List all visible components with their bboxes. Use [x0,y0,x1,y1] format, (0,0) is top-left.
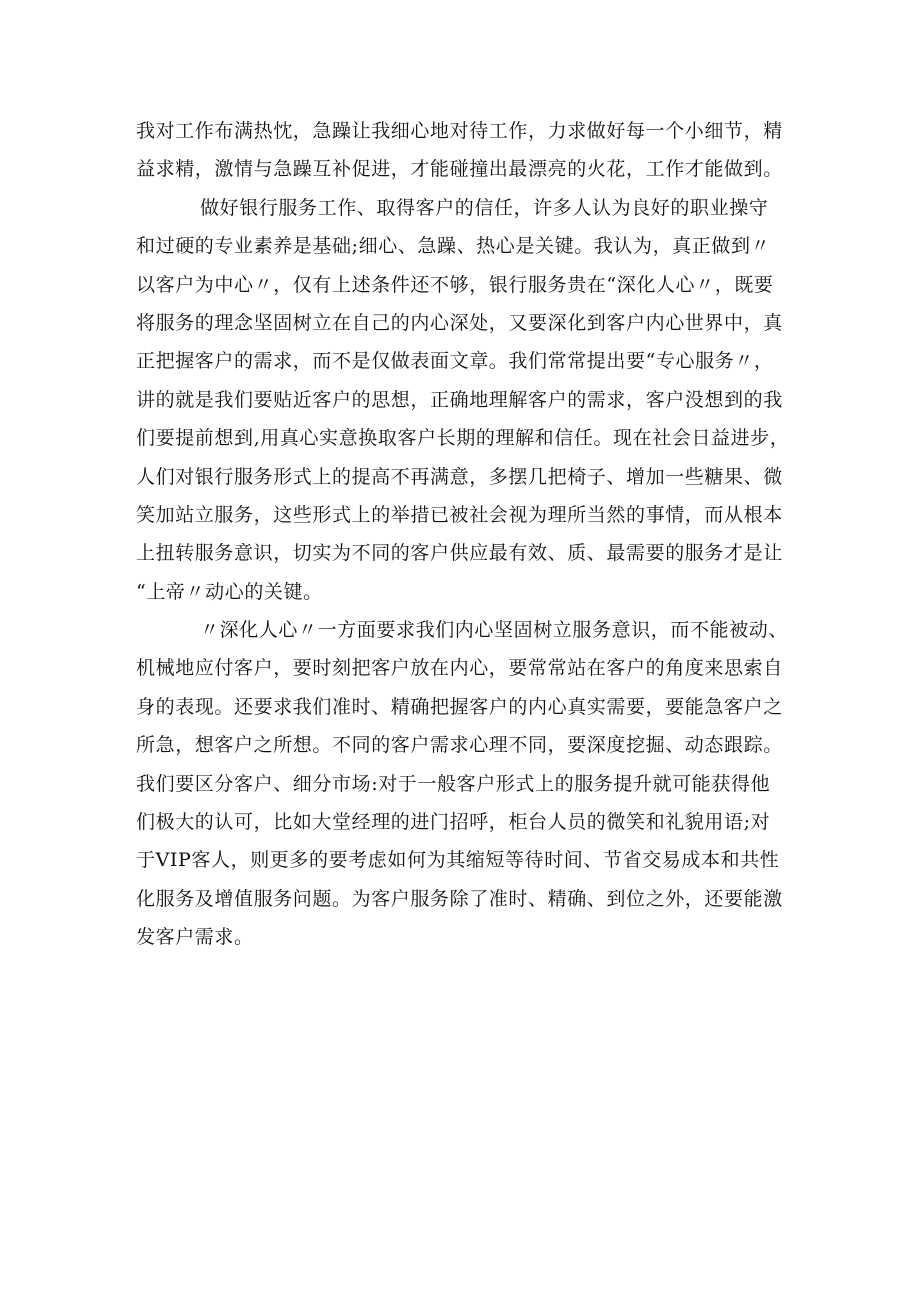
text-line: 于VIP客人，则更多的要考虑如何为其缩短等待时间、节省交易成本和共性 [136,849,780,872]
paragraph [136,112,796,189]
text-line: 以客户为中心〃，仅有上述条件还不够，银行服务贵在“深化人心〃，既要 [136,273,774,296]
text-line: 笑加站立服务，这些形式上的举措已被社会视为理所当然的事情，而从根本 [136,503,783,526]
text-line: 和过硬的专业素养是基础;细心、急躁、热心是关键。我认为，真正做到〃 [136,235,771,258]
paragraph [136,189,796,611]
text-line: 发客户需求。 [136,926,254,949]
text-line: 我对工作布满热忱，急躁让我细心地对待工作，力求做好每一个小细节，精 [136,120,783,142]
text-line: 将服务的理念坚固树立在自己的内心深处，又要深化到客户内心世界中，真 [136,311,783,334]
text-line: 化服务及增值服务问题。为客户服务除了准时、精确、到位之外，还要能激 [136,887,783,910]
paragraph [136,611,796,957]
text-line: 们极大的认可，比如大堂经理的进门招呼，柜台人员的微笑和礼貌用语;对 [136,811,771,834]
document-body [136,112,796,957]
text-line: 做好银行服务工作、取得客户的信任，许多人认为良好的职业操守 [200,196,769,219]
text-line: 人们对银行服务形式上的提高不再满意，多摆几把椅子、增加一些糖果、微 [136,465,783,488]
text-line: 上扭转服务意识，切实为不同的客户供应最有效、质、最需要的服务才是让 [136,542,783,565]
text-line: 正把握客户的需求，而不是仅做表面文章。我们常常提出要“专心服务〃， [136,350,774,373]
text-line: “上帝〃动心的关键。 [136,580,323,603]
text-line: 们要提前想到,用真心实意换取客户长期的理解和信任。现在社会日益进步， [136,427,790,450]
text-line: 我们要区分客户、细分市场:对于一般客户形式上的服务提升就可能获得他 [136,772,771,795]
text-line: 机械地应付客户，要时刻把客户放在内心，要常常站在客户的角度来思索自 [136,657,783,680]
text-line: 益求精，激情与急躁互补促进，才能碰撞出最漂亮的火花，工作才能做到。 [136,158,783,181]
text-line: 所急，想客户之所想。不同的客户需求心理不同，要深度挖掘、动态跟踪。 [136,734,783,757]
text-line: 身的表现。还要求我们准时、精确把握客户的内心真实需要，要能急客户之 [136,695,783,718]
text-line: 讲的就是我们要贴近客户的思想，正确地理解客户的需求，客户没想到的我 [136,388,783,411]
text-line: 〃深化人心〃一方面要求我们内心坚固树立服务意识，而不能被动、 [200,619,789,642]
